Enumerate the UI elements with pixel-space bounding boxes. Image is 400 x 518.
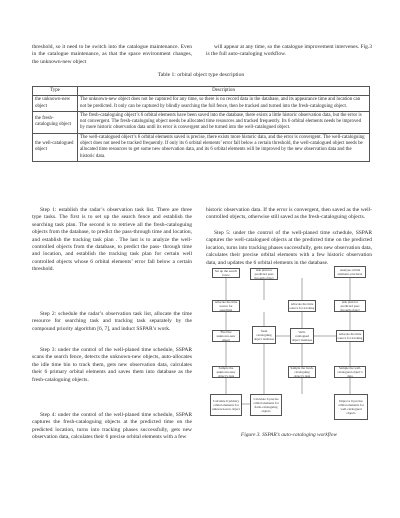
row-description: The well-catalogued object’s 6 orbital elements saved is precise, there exists more historic data, and the error is convergent. The well-cataloguing object does not need be tracked frequently. If only its 6 orbital elements’ error fall below a certain threshold, the well-catalogued object needs be allocated time resources to get some new observation data, and its 6 orbital elements will be improved by the new observation data and the historic data.: [78, 133, 370, 161]
sample-fresh-data-box: Sample the fresh-cataloguing object’s data: [288, 366, 316, 378]
calculate-precise-elements-box: Calculate 6 precise orbital elements for fresh-cataloguing objects: [250, 394, 282, 416]
left-top-paragraph: threshold, so it need to be switch into the catalogue maintenance. Even in the catalogue maintenance, as that the space environment changes, the unknown-new object: [32, 44, 192, 65]
sample-unknown-data-box: Sample the unknown-new object’s data: [212, 366, 240, 378]
task-plan-fresh-box: task plan for predicted pass through object: [250, 268, 278, 280]
step1-paragraph: Step 1: establish the radar’s observation task list. There are three type tasks. The first is to set up the search fence and establish the searching task plan. The second is to retrieve all the fresh-cataloguing objects from the database, to predict the pass-through time and location, and establish the tracking task plan . The last is to analyze the well-controlled objects from the database, to predict the pass- through time and location, and establish the tracking task plan for certain well controlled objects whose 6 orbital elements’ error fall below a certain threshold.: [32, 207, 192, 273]
improve-elements-box: Improve 6 precise orbital elements for well-catalogued objects: [334, 394, 368, 420]
row-description: The unknown-new object does not be captured for any time, so there is no record data in the database, and its appearance time and location can not be predicted. It only can be captured by blindly searching the full fence, then be tracked and turned into the fresh-cataloguing object.: [78, 96, 370, 112]
header-description: Description: [78, 87, 370, 96]
step5-paragraph: Step 5: under the control of the well-planed time schedule, SSPAR captures the well-catalogued objects at the predicted time on the predicted location, turns into tracking phases successfully, gets new observation data, calculates their precise orbital elements with a few historic observation data, and updates the 6 orbital elements in the database.: [206, 230, 372, 266]
table-header-row: [33, 87, 370, 96]
header-type: Type: [33, 87, 78, 96]
allocate-fresh-time-box: Allocate the time source for tracking: [289, 302, 315, 310]
object-type-table: [32, 86, 370, 162]
row-type: the well-catalogued object: [33, 133, 78, 161]
step4-paragraph: Step 4: under the control of the well-planed time schedule, SSPAR captures the fresh-cataloguing objects at the predicted time on the predicted location, turns into tracking phases successfully, gets new observation data, calculates their 6 precise orbital elements with a few: [32, 412, 192, 441]
task-plan-well-box: task plan for predicted pass through object: [334, 300, 366, 312]
figure-caption: Figure 3. SSPAR’s auto-cataloging workflow: [240, 432, 338, 438]
sample-well-data-box: Sample the well-catalogued object’s data: [334, 366, 366, 378]
table-row: [33, 111, 370, 133]
allocate-search-time-box: Allocate the time source for searching: [212, 300, 240, 312]
table-row: [33, 133, 370, 161]
row-description: The fresh-cataloguing object’s 6 orbital elements have been saved into the database, there exists a little historic observation data, but the error is not convergent. The fresh-cataloguing object needs be allocated time resources and tracked frequently. Its 6 orbital elements needs be improved by more historic observation data until its error is convergent and be turned into the well-catalogued object.: [78, 111, 370, 133]
step2-paragraph: Step 2: schedule the radar’s observation task list, allocate the time resource for searching task and tracking task separately by the compound priority algorithm [6, 7], and induct SSPAR’s work.: [32, 311, 192, 332]
set-up-search-fence-box: Set up the search fence: [212, 268, 240, 278]
table-row: [33, 96, 370, 112]
well-catalogued-database-box: Well-catalogued object database: [291, 330, 313, 342]
find-unknown-object-box: Find the unknown-new object: [212, 330, 240, 342]
table-caption: Table 1: orbital object type description: [157, 72, 245, 78]
workflow-diagram: [206, 266, 372, 424]
allocate-well-time-box: Allocate the time source for tracking: [337, 332, 363, 340]
right-top-paragraph: will appear at any time, so the catalogue improvement intervenes. Fig.3 is the full auto-cataloging workflow.: [206, 44, 372, 58]
row-type: the fresh-cataloguing object: [33, 111, 78, 133]
row-type: the unknown-new object: [33, 96, 78, 112]
analyze-precision-box: Analyze orbital elements precision: [334, 266, 366, 278]
step3-paragraph: Step 3: under the control of the well-planed time schedule, SSPAR scans the search fence, detects the unknown-new objects, auto-allocates the idle time bin to track them, gets new observation data, calculates their 6 primary orbital elements and saves them into database as the fresh-cataloguing objects.: [32, 347, 192, 383]
fresh-cataloguing-database-box: fresh cataloguing object database: [252, 326, 276, 344]
right-body-paragraph-1: historic observation data. If the error is convergent, then saved as the well-controlled objects, otherwise still saved as the fresh-cataloguing objects.: [206, 207, 372, 221]
calculate-primary-elements-box: Calculate 6 primary orbital elements for unknown-new object: [210, 394, 242, 416]
